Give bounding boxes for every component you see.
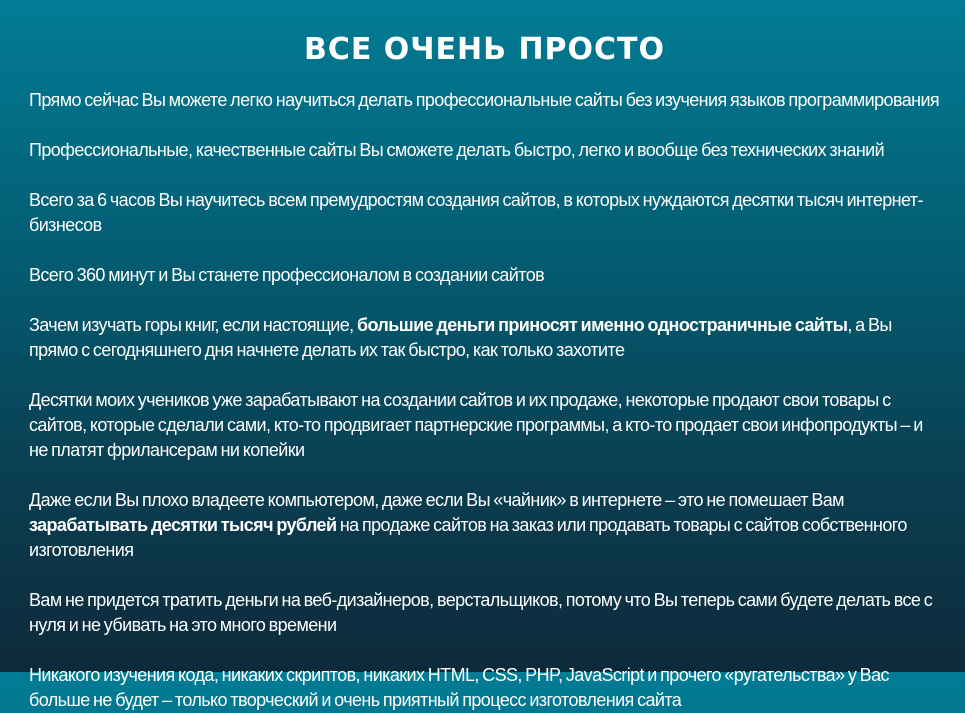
benefit-paragraph-1: Прямо сейчас Вы можете легко научиться делать профессиональные сайты без изучения языков программирования <box>29 90 940 110</box>
benefit-paragraph-6: Десятки моих учеников уже зарабатывают на создании сайтов и их продаже, некоторые продают свои товары с сайтов, которые сделали сами, кто-то продвигает партнерские программы, а кто-то продает свои инфопродукты – и не платят фрилансерам ни копейки <box>29 390 923 460</box>
benefit-paragraph-2: Профессиональные, качественные сайты Вы сможете делать быстро, легко и вообще без технических знаний <box>29 140 885 160</box>
benefit-paragraph-9: Никакого изучения кода, никаких скриптов, никаких HTML, CSS, PHP, JavaScript и прочего «ругательства» у Вас больше не будет – только творческий и очень приятный процесс изготовления сайта <box>29 665 889 710</box>
benefit-paragraph-7 <box>29 488 940 563</box>
benefit-paragraph-4: Всего 360 минут и Вы станете профессионалом в создании сайтов <box>29 265 545 285</box>
section-heading: ВСЕ ОЧЕНЬ ПРОСТО <box>303 32 666 67</box>
benefit-paragraph-5 <box>29 313 940 363</box>
highlight-text: большие деньги приносят именно одностраничные сайты <box>356 315 848 335</box>
paragraph-text: Даже если Вы плохо владеете компьютером, даже если Вы «чайник» в интернете – это не помешает Вам <box>29 490 844 510</box>
paragraph-text: на продаже сайтов на заказ или продавать товары с сайтов собственного изготовления <box>29 515 907 560</box>
benefit-paragraph-8: Вам не придется тратить деньги на веб-дизайнеров, верстальщиков, потому что Вы теперь сами будете делать все с нуля и не убивать на это много времени <box>29 590 933 635</box>
benefit-paragraph-3: Всего за 6 часов Вы научитесь всем премудростям создания сайтов, в которых нуждаются десятки тысяч интернет-бизнесов <box>29 190 923 235</box>
paragraph-text: Зачем изучать горы книг, если настоящие, <box>29 315 357 335</box>
paragraph-text: , а Вы прямо с сегодняшнего дня начнете делать их так быстро, как только захотите <box>29 315 892 360</box>
highlight-text: зарабатывать десятки тысяч рублей <box>29 515 337 535</box>
